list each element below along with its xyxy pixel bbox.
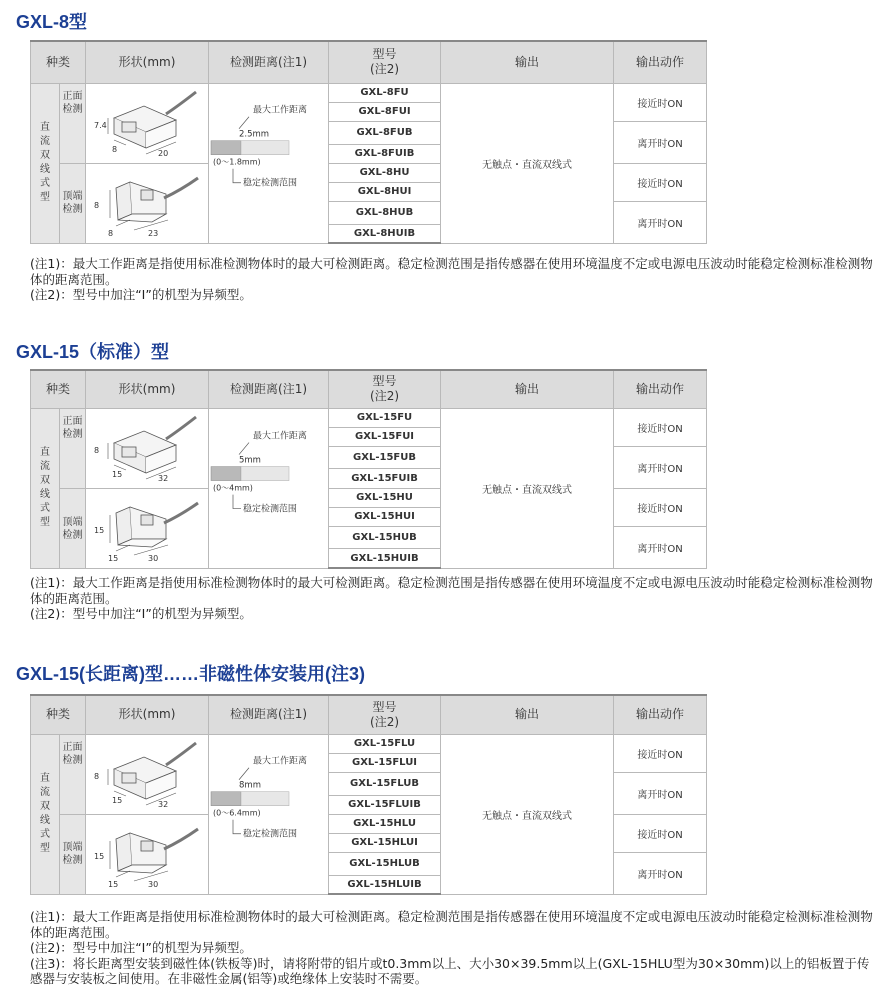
stable-range-label: 稳定检测范围 [243,829,298,840]
table-row [31,408,707,427]
model-cell: GXL-15FLUB [329,772,441,795]
max-distance-value: 8mm [239,780,261,791]
sensor-top-drawing [86,164,209,240]
max-distance-label: 最大工作距离 [253,431,307,442]
output-cell: 无触点・直流双线式 [441,83,614,243]
model-cell: GXL-8FUB [329,121,441,144]
action-cell: 离开时ON [614,121,707,163]
dim-width: 15 [112,469,123,479]
action-cell: 接近时ON [614,814,707,852]
stable-range-value: (0～4mm) [213,483,253,493]
dim-width: 8 [112,144,118,154]
header-shape: 形状(mm) [86,370,209,408]
detection-distance-diagram [209,735,329,887]
shape-cell-front [86,734,209,814]
model-cell: GXL-15HUIB [329,549,441,568]
dim-length: 30 [148,879,159,889]
model-cell: GXL-15FLUI [329,753,441,772]
dim-length: 30 [148,553,159,563]
action-cell: 接近时ON [614,83,707,121]
table-row [31,83,707,102]
type-sub-front: 正面 检测 [60,83,86,163]
section-title: GXL-15(长距离)型……非磁性体安装用(注3) [16,664,366,684]
shape-cell-front [86,408,209,488]
action-cell: 离开时ON [614,201,707,243]
header-type: 种类 [31,41,86,83]
dim-width: 15 [108,553,119,563]
model-cell: GXL-15FUI [329,427,441,446]
model-cell: GXL-15HLUB [329,852,441,875]
model-cell: GXL-15HLUIB [329,875,441,894]
action-cell: 接近时ON [614,163,707,201]
sensor-front-drawing [86,409,209,485]
dim-height: 7.4 [94,120,107,130]
header-row [31,370,707,408]
shape-cell-top [86,488,209,568]
type-sub-top: 顶端 检测 [60,814,86,894]
header-type: 种类 [31,370,86,408]
shape-cell-top [86,814,209,894]
model-cell: GXL-15HUI [329,507,441,526]
dim-height: 8 [94,771,100,781]
stable-range-label: 稳定检测范围 [243,178,298,189]
output-cell: 无触点・直流双线式 [441,734,614,894]
sensor-front-drawing [86,735,209,811]
spec-table [30,694,707,895]
header-distance: 检测距离(注1) [209,695,329,734]
model-cell: GXL-15HU [329,488,441,507]
header-shape: 形状(mm) [86,41,209,83]
section-title: GXL-15（标准）型 [16,342,170,362]
notes [30,256,875,303]
header-model: 型号 (注2) [329,370,441,408]
dim-width: 8 [108,228,114,238]
action-cell: 离开时ON [614,772,707,814]
header-action: 输出动作 [614,695,707,734]
type-sub-front: 正面 检测 [60,408,86,488]
action-cell: 离开时ON [614,852,707,894]
model-cell: GXL-15FLUIB [329,795,441,814]
type-main-cell: 直 流 双 线 式 型 [31,83,60,243]
distance-cell [209,734,329,894]
dim-width: 15 [112,795,123,805]
type-sub-front: 正面 检测 [60,734,86,814]
shape-cell-front [86,83,209,163]
header-model: 型号 (注2) [329,41,441,83]
notes [30,575,875,622]
max-distance-label: 最大工作距离 [253,756,308,767]
model-cell: GXL-8HUB [329,201,441,224]
spec-table [30,40,707,244]
note-line: (注1)：最大工作距离是指使用标准检测物体时的最大可检测距离。稳定检测范围是指传感器在使用环境温度不定或电源电压波动时能稳定检测标准检测物体的距离范围。 [30,575,873,606]
sensor-top-drawing [86,489,209,565]
note-line: (注2)：型号中加注“I”的机型为异频型。 [30,606,252,621]
dim-height: 15 [94,851,105,861]
model-cell: GXL-8FU [329,83,441,102]
sensor-top-drawing [86,815,209,891]
model-cell: GXL-15FUIB [329,469,441,488]
dim-height: 8 [94,445,100,455]
note-line: (注2)：型号中加注“I”的机型为异频型。 [30,287,252,302]
action-cell: 接近时ON [614,488,707,527]
note-line: (注1)：最大工作距离是指使用标准检测物体时的最大可检测距离。稳定检测范围是指传感器在使用环境温度不定或电源电压波动时能稳定检测标准检测物体的距离范围。 [30,256,873,287]
model-cell: GXL-15FU [329,408,441,427]
stable-range-value: (0～1.8mm) [213,157,261,167]
max-distance-value: 5mm [239,455,261,466]
model-cell: GXL-15FUB [329,447,441,469]
header-row [31,695,707,734]
stable-range-label: 稳定检测范围 [243,504,297,515]
header-output: 输出 [441,695,614,734]
type-sub-top: 顶端 检测 [60,163,86,243]
table-row [31,734,707,753]
action-cell: 接近时ON [614,408,707,447]
type-main-cell: 直 流 双 线 式 型 [31,734,60,894]
note-line: (注1)：最大工作距离是指使用标准检测物体时的最大可检测距离。稳定检测范围是指传感器在使用环境温度不定或电源电压波动时能稳定检测标准检测物体的距离范围。 [30,909,873,940]
distance-cell [209,83,329,243]
model-cell: GXL-15HLUI [329,833,441,852]
action-cell: 离开时ON [614,527,707,568]
header-output: 输出 [441,370,614,408]
model-cell: GXL-15HUB [329,527,441,549]
type-main-cell: 直 流 双 线 式 型 [31,408,60,568]
sensor-front-drawing [86,84,209,160]
stable-range-value: (0～6.4mm) [213,808,261,818]
type-sub-top: 顶端 检测 [60,488,86,568]
dim-length: 23 [148,228,159,238]
output-cell: 无触点・直流双线式 [441,408,614,568]
header-model: 型号 (注2) [329,695,441,734]
notes [30,909,875,987]
header-distance: 检测距离(注1) [209,370,329,408]
detection-distance-diagram [209,409,329,563]
note-line: (注3)：将长距离型安装到磁性体(铁板等)时，请将附带的铝片或t0.3mm以上、大小30×39.5mm以上(GXL-15HLU型为30×30mm)以上的铝板置于传感器与安装板之间使用。在非磁性金属(铝等)或绝缘体上安装时不需要。 [30,955,870,986]
max-distance-value: 2.5mm [239,129,270,140]
model-cell: GXL-8FUIB [329,144,441,163]
header-type: 种类 [31,695,86,734]
note-line: (注2)：型号中加注“I”的机型为异频型。 [30,940,252,955]
dim-length: 32 [158,473,169,483]
model-cell: GXL-8FUI [329,102,441,121]
header-row [31,41,707,83]
detection-distance-diagram [209,84,329,236]
header-distance: 检测距离(注1) [209,41,329,83]
dim-length: 32 [158,799,169,809]
header-action: 输出动作 [614,41,707,83]
spec-table [30,369,707,569]
dim-width: 15 [108,879,119,889]
shape-cell-top [86,163,209,243]
distance-cell [209,408,329,568]
header-output: 输出 [441,41,614,83]
dim-length: 20 [158,148,169,158]
max-distance-label: 最大工作距离 [253,105,308,116]
action-cell: 离开时ON [614,447,707,488]
dim-height: 8 [94,200,100,210]
header-shape: 形状(mm) [86,695,209,734]
section-title: GXL-8型 [16,12,88,32]
action-cell: 接近时ON [614,734,707,772]
model-cell: GXL-8HUI [329,182,441,201]
model-cell: GXL-8HUIB [329,224,441,243]
model-cell: GXL-8HU [329,163,441,182]
dim-height: 15 [94,525,105,535]
model-cell: GXL-15FLU [329,734,441,753]
model-cell: GXL-15HLU [329,814,441,833]
header-action: 输出动作 [614,370,707,408]
